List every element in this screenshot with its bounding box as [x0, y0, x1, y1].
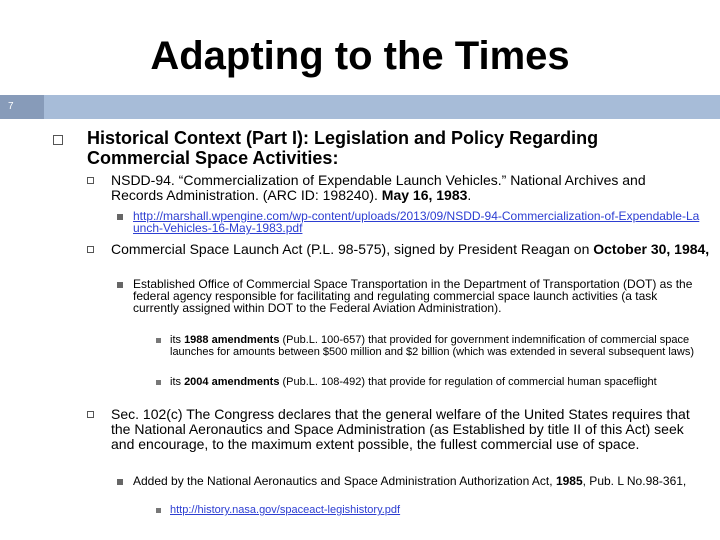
- nsdd-text: NSDD-94. “Commercialization of Expendable Launch Vehicles.” National Archives and Records Administration. (ARC ID: 198240).: [111, 172, 646, 203]
- bullet-icon: [156, 508, 161, 513]
- bullet-icon: [87, 177, 94, 184]
- checkbox-bullet-icon: [53, 135, 63, 145]
- bullet-icon: [156, 380, 161, 385]
- header-bar: [0, 95, 720, 119]
- nsdd-link[interactable]: http://marshall.wpengine.com/wp-content/uploads/2013/09/NSDD-94-Commercialization-of-Expendable-Launch-Vehicles-16-May-1983.pdf: [133, 209, 700, 235]
- csla-text: Commercial Space Launch Act (P.L. 98-575), signed by President Reagan on: [111, 241, 594, 257]
- sec102-item: Sec. 102(c) The Congress declares that the general welfare of the United States requires that the National Aeronautics and Space Administration (as Established by title II of this Act) seek and encourage, to the maximum extent possible, the fullest commercial use of space.: [111, 406, 690, 452]
- sec102-sub: [133, 475, 693, 487]
- amendment-prefix: its: [170, 376, 185, 388]
- nsdd-date: May 16, 1983: [381, 187, 468, 203]
- amendment-2004-label: 2004 amendments: [184, 376, 280, 388]
- amendment-2004-text: (Pub.L. 108-492) that provide for regulation of commercial human spaceflight: [279, 376, 657, 388]
- amendment-2004: [170, 377, 695, 389]
- bullet-icon: [87, 246, 94, 253]
- bullet-icon: [87, 411, 94, 418]
- slide-number: 7: [0, 95, 44, 119]
- amendment-prefix: its: [170, 334, 185, 346]
- bullet-icon: [117, 282, 123, 288]
- csla-date: October 30, 1984,: [593, 241, 710, 257]
- csla-item: [111, 242, 711, 257]
- nsdd-item: [111, 173, 701, 203]
- nsdd-link-item: [133, 210, 703, 234]
- amendment-1988-label: 1988 amendments: [184, 334, 280, 346]
- main-heading: Historical Context (Part I): Legislation and Policy Regarding Commercial Space Activities:: [87, 128, 599, 168]
- sec102-link-item: [170, 505, 670, 517]
- nasa-history-link[interactable]: http://history.nasa.gov/spaceact-legishistory.pdf: [170, 504, 401, 516]
- csla-sub: Established Office of Commercial Space Transportation in the Department of Transportation (DOT) as the federal agency responsible for facilitating and regulating commercial space launch activities (a task currently assigned within DOT to the Federal Aviation Administration).: [133, 277, 693, 315]
- amendment-1988-text: (Pub.L. 100-657) that provided for government indemnification of commercial space launches for amounts between $500 million and $2 billion (which was extended in several subsequent laws): [170, 334, 695, 358]
- bullet-icon: [156, 338, 161, 343]
- sec102-sub-year: 1985: [555, 474, 583, 488]
- nsdd-end: .: [467, 187, 472, 203]
- bullet-icon: [117, 479, 123, 485]
- bullet-icon: [117, 214, 123, 220]
- sec102-sub-text: Added by the National Aeronautics and Space Administration Authorization Act,: [133, 474, 556, 488]
- slide-title: Adapting to the Times: [150, 34, 570, 78]
- amendment-1988: [170, 335, 695, 358]
- sec102-sub-end: , Pub. L No.98-361,: [582, 474, 687, 488]
